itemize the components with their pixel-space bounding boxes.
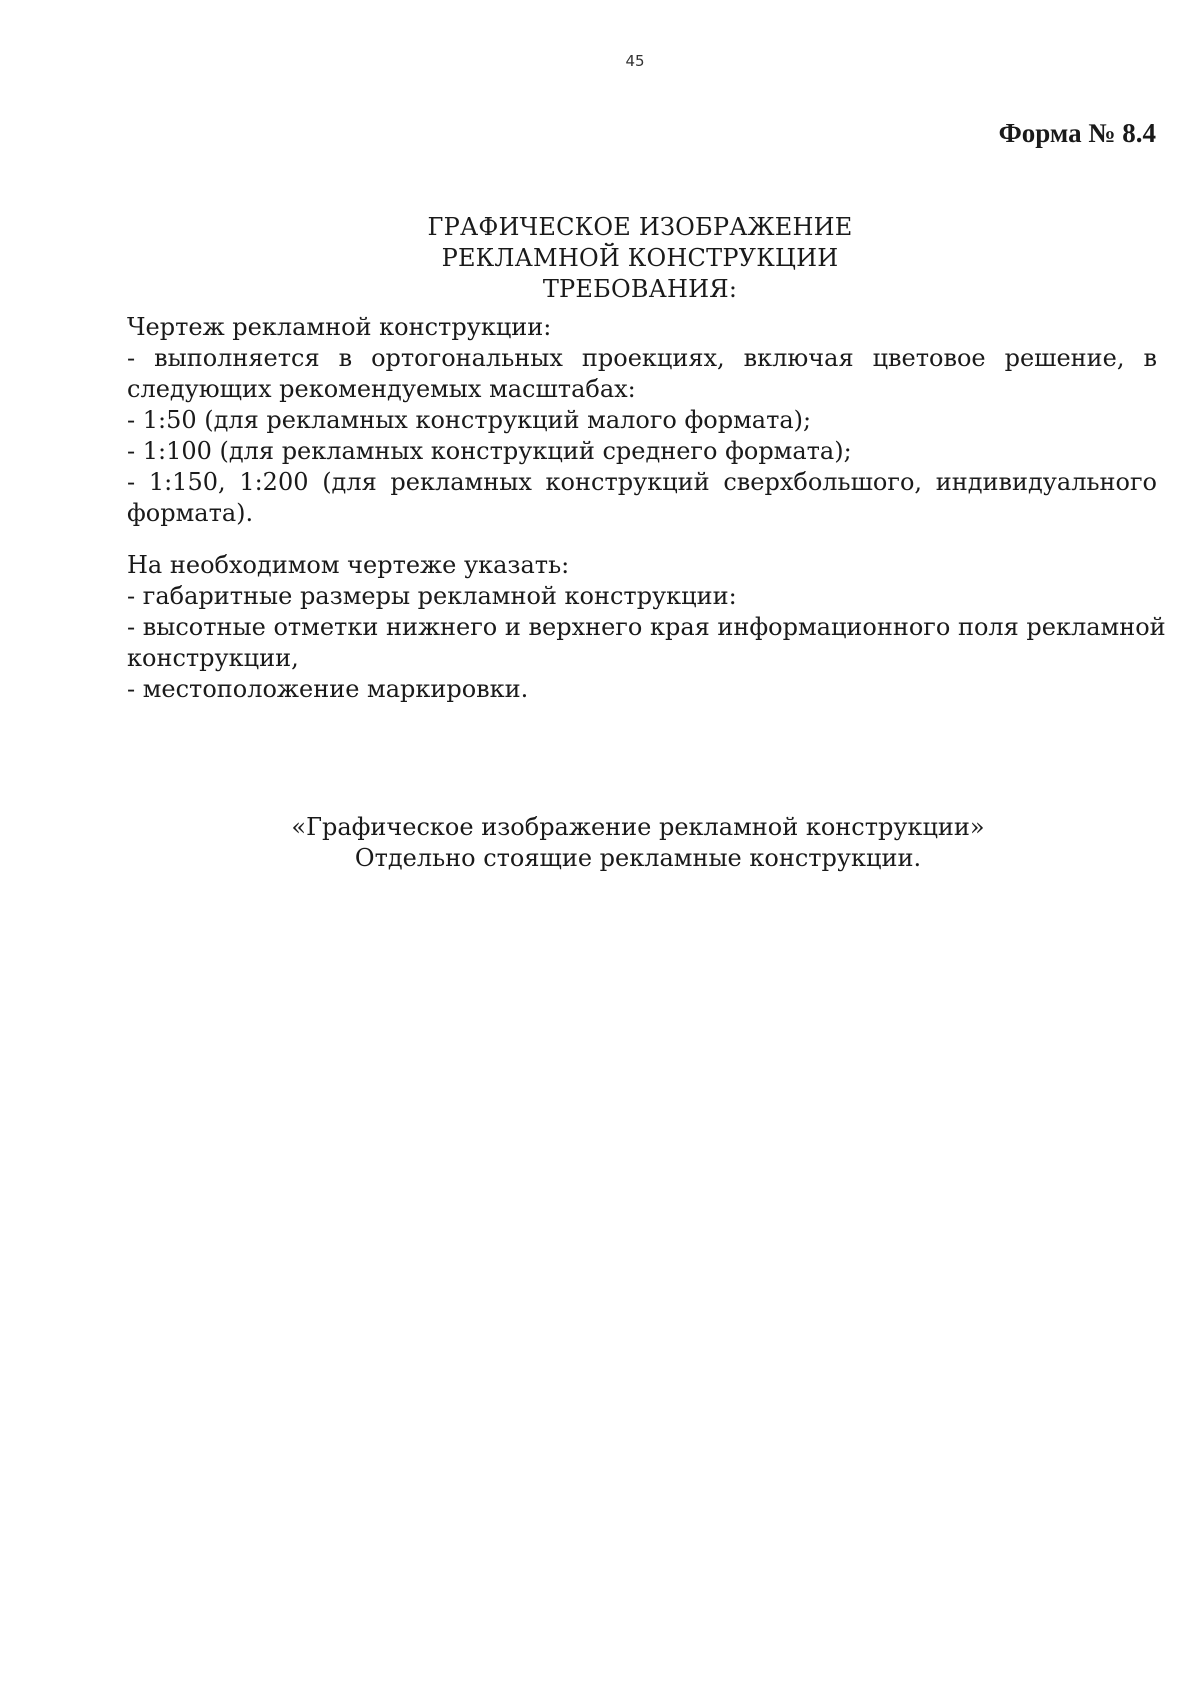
drawing-notes-section xyxy=(127,550,1166,705)
caption-line-2: Отдельно стоящие рекламные конструкции. xyxy=(354,844,922,872)
page-number: 45 xyxy=(625,52,645,70)
title-line-1: ГРАФИЧЕСКОЕ ИЗОБРАЖЕНИЕ xyxy=(427,213,853,241)
title-line-2: РЕКЛАМНОЙ КОНСТРУКЦИИ xyxy=(441,244,839,272)
requirements-heading: Чертеж рекламной конструкции: xyxy=(127,313,552,341)
requirement-item-4-line-2: формата). xyxy=(127,499,254,527)
graphic-caption xyxy=(0,812,1200,874)
requirement-item-1-line-2: следующих рекомендуемых масштабах: xyxy=(127,375,636,403)
caption-line-1: «Графическое изображение рекламной конструкции» xyxy=(291,813,985,841)
drawing-note-item-2-line-2: конструкции, xyxy=(127,644,299,672)
title-line-3: ТРЕБОВАНИЯ: xyxy=(542,275,738,303)
drawing-note-item-2-line-1: - высотные отметки нижнего и верхнего края информационного поля рекламной xyxy=(127,613,1166,641)
requirement-item-3: - 1:100 (для рекламных конструкций среднего формата); xyxy=(127,437,852,465)
drawing-notes-heading: На необходимом чертеже указать: xyxy=(127,551,570,579)
requirement-item-4-line-1: - 1:150, 1:200 (для рекламных конструкций сверхбольшого, индивидуального xyxy=(127,468,1157,496)
requirements-section xyxy=(127,312,1157,529)
requirement-item-2: - 1:50 (для рекламных конструкций малого формата); xyxy=(127,406,812,434)
document-title xyxy=(0,212,1200,305)
drawing-note-item-1: - габаритные размеры рекламной конструкции: xyxy=(127,582,737,610)
drawing-note-item-3: - местоположение маркировки. xyxy=(127,675,529,703)
form-number: Форма № 8.4 xyxy=(998,118,1156,148)
requirement-item-1-line-1: - выполняется в ортогональных проекциях, включая цветовое решение, в xyxy=(127,344,1157,372)
